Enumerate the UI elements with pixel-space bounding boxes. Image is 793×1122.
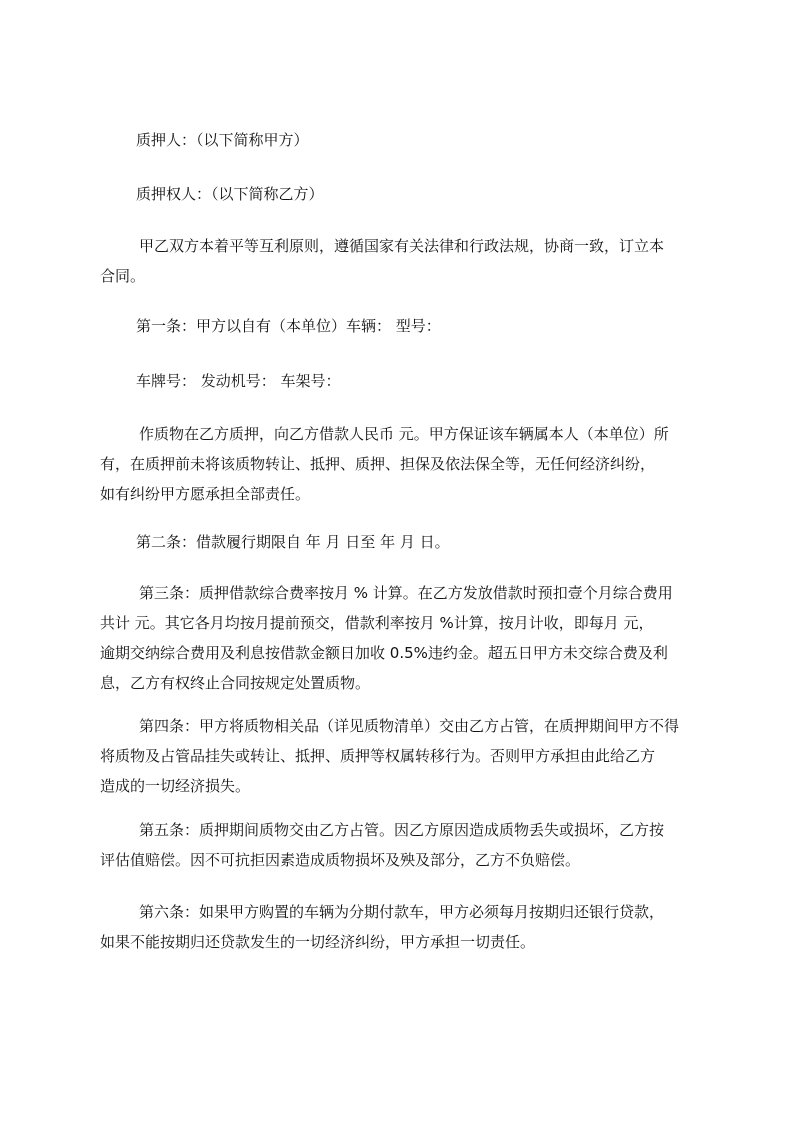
preamble-paragraph xyxy=(100,231,710,291)
text-line: 质押人：（以下简称甲方） xyxy=(136,131,309,149)
text-line: 作质物在乙方质押，向乙方借款人民币 元。甲方保证该车辆属本人（本单位）所 xyxy=(139,425,669,443)
text-line: 如果不能按期归还贷款发生的一切经济纠纷，甲方承担一切责任。 xyxy=(100,933,536,951)
article-1-header xyxy=(100,311,710,341)
text-line: 第六条：如果甲方购置的车辆为分期付款车，甲方必须每月按期归还银行贷款， xyxy=(139,903,665,921)
text-line: 如有纠纷甲方愿承担全部责任。 xyxy=(100,485,311,503)
article-6 xyxy=(100,897,710,957)
text-line: 车牌号： 发动机号： 车架号： xyxy=(136,372,341,390)
text-line: 第五条：质押期间质物交由乙方占管。因乙方原因造成质物丢失或损坏，乙方按 xyxy=(139,821,665,839)
vehicle-identifiers xyxy=(100,366,710,396)
pledgor-line xyxy=(100,125,710,155)
article-4 xyxy=(100,711,710,801)
text-line: 第一条：甲方以自有（本单位）车辆： 型号： xyxy=(136,317,441,335)
text-line: 第三条：质押借款综合费率按月 % 计算。在乙方发放借款时预扣壹个月综合费用 xyxy=(139,584,673,602)
text-line: 息，乙方有权终止合同按规定处置质物。 xyxy=(100,674,371,692)
text-line: 造成的一切经济损失。 xyxy=(100,777,251,795)
article-2 xyxy=(100,527,710,557)
article-1-body xyxy=(100,419,710,509)
text-line: 合同。 xyxy=(100,267,146,285)
text-line: 质押权人：（以下简称乙方） xyxy=(136,185,324,203)
article-3 xyxy=(100,578,710,698)
text-line: 将质物及占管品挂失或转让、抵押、质押等权属转移行为。否则甲方承担由此给乙方 xyxy=(100,747,656,765)
text-line: 第二条：借款履行期限自 年 月 日至 年 月 日。 xyxy=(136,533,450,551)
text-line: 共计 元。其它各月均按月提前预交，借款利率按月 %计算，按月计收，即每月 元， xyxy=(100,614,654,632)
text-line: 逾期交纳综合费用及利息按借款金额日加收 0.5%违约金。超五日甲方未交综合费及利 xyxy=(100,644,668,662)
text-line: 评估值赔偿。因不可抗拒因素造成质物损坏及殃及部分，乙方不负赔偿。 xyxy=(100,851,581,869)
pledgee-line xyxy=(100,179,710,209)
article-5 xyxy=(100,815,710,875)
text-line: 甲乙双方本着平等互利原则，遵循国家有关法律和行政法规，协商一致，订立本 xyxy=(139,237,665,255)
text-line: 有，在质押前未将该质物转让、抵押、质押、担保及依法保全等，无任何经济纠纷， xyxy=(100,455,656,473)
text-line: 第四条：甲方将质物相关品（详见质物清单）交由乙方占管，在质押期间甲方不得 xyxy=(139,717,680,735)
